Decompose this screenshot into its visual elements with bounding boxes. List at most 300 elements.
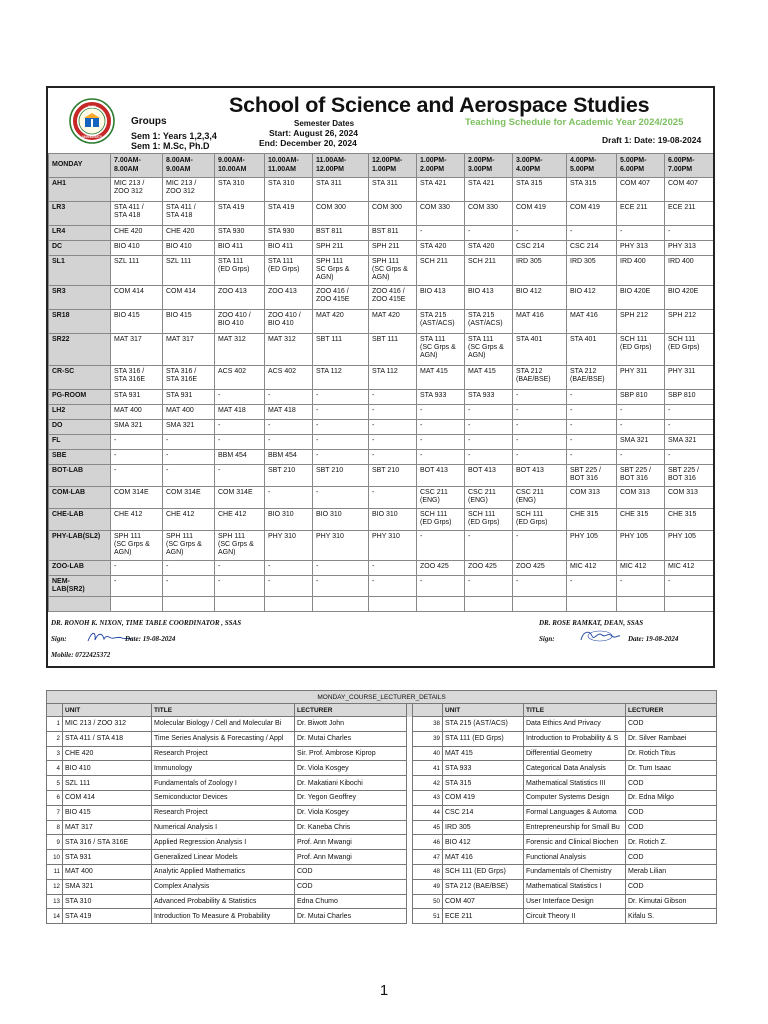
schedule-cell: - xyxy=(665,450,714,465)
schedule-cell: SCH 111 (ED Grps) xyxy=(665,334,714,366)
schedule-cell: - xyxy=(465,420,513,435)
schedule-cell: - xyxy=(163,561,215,576)
unit-cell: STA 411 / STA 418 xyxy=(63,731,152,746)
schedule-cell: STA 111 (ED Grps) xyxy=(265,256,313,286)
unit-cell: MAT 400 xyxy=(63,864,152,879)
title-header-left: TITLE xyxy=(152,704,295,717)
time-slot-header: 3.00PM- 4.00PM xyxy=(513,154,567,178)
room-label: LR3 xyxy=(49,202,111,226)
lecturer-cell: COD xyxy=(295,864,407,879)
schedule-cell xyxy=(417,597,465,612)
schedule-cell: - xyxy=(513,531,567,561)
row-number: 43 xyxy=(413,790,443,805)
schedule-cell: - xyxy=(369,405,417,420)
schedule-cell: STA 111 (SC Grps & AGN) xyxy=(417,334,465,366)
schedule-cell: STA 315 xyxy=(567,178,617,202)
coordinator-name: DR. RONOH K. NIXON, TIME TABLE COORDINATOR , SSAS xyxy=(51,619,242,627)
time-header-row xyxy=(49,154,714,178)
schedule-cell: STA 931 xyxy=(111,390,163,405)
schedule-cell xyxy=(265,597,313,612)
lecturer-cell: Dr. Rotich Z. xyxy=(626,835,717,850)
schedule-cell: ZOO 425 xyxy=(513,561,567,576)
schedule-cell: SPH 212 xyxy=(665,310,714,334)
schedule-cell: STA 419 xyxy=(265,202,313,226)
unit-cell: STA 316 / STA 316E xyxy=(63,835,152,850)
title-cell: Advanced Probability & Statistics xyxy=(152,894,295,909)
lecturer-cell: Sir. Prof. Ambrose Kiprop xyxy=(295,746,407,761)
schedule-row xyxy=(49,241,714,256)
schedule-cell: ZOO 425 xyxy=(465,561,513,576)
schedule-row xyxy=(49,226,714,241)
row-number: 50 xyxy=(413,894,443,909)
schedule-cell: COM 313 xyxy=(567,487,617,509)
title-cell: Introduction To Measure & Probability xyxy=(152,909,295,924)
lecturer-cell: Merab Lilian xyxy=(626,864,717,879)
schedule-cell: SPH 111 (SC Grps & AGN) xyxy=(369,256,417,286)
row-number: 38 xyxy=(413,717,443,732)
schedule-cell: STA 311 xyxy=(313,178,369,202)
schedule-cell xyxy=(369,597,417,612)
schedule-cell: - xyxy=(567,226,617,241)
lecturer-cell: Dr. Kimutai Gibson xyxy=(626,894,717,909)
schedule-cell: SBT 225 / BOT 316 xyxy=(665,465,714,487)
schedule-cell: COM 313 xyxy=(617,487,665,509)
title-cell: Generalized Linear Models xyxy=(152,850,295,865)
schedule-cell: COM 300 xyxy=(369,202,417,226)
table-row xyxy=(47,864,717,879)
schedule-cell: CSC 211 (ENG) xyxy=(417,487,465,509)
sheet-header xyxy=(48,88,713,153)
schedule-cell: - xyxy=(215,390,265,405)
schedule-cell: - xyxy=(369,450,417,465)
schedule-row xyxy=(49,576,714,597)
schedule-cell: - xyxy=(215,435,265,450)
schedule-cell: SBT 111 xyxy=(313,334,369,366)
schedule-cell: SCH 111 (ED Grps) xyxy=(465,509,513,531)
row-number: 14 xyxy=(47,909,63,924)
schedule-cell: ZOO 410 / BIO 410 xyxy=(265,310,313,334)
lecturer-details-table xyxy=(46,690,717,924)
room-label: FL xyxy=(49,435,111,450)
schedule-cell: SBT 225 / BOT 316 xyxy=(567,465,617,487)
schedule-cell xyxy=(465,597,513,612)
lecturer-cell: Edna Chumo xyxy=(295,894,407,909)
schedule-cell: SZL 111 xyxy=(163,256,215,286)
room-label: COM-LAB xyxy=(49,487,111,509)
unit-cell: BIO 415 xyxy=(63,805,152,820)
room-label: ZOO-LAB xyxy=(49,561,111,576)
schedule-cell: - xyxy=(163,465,215,487)
unit-cell: BIO 410 xyxy=(63,761,152,776)
schedule-cell: SPH 111 (SC Grps & AGN) xyxy=(215,531,265,561)
title-cell: Fundamentals of Zoology I xyxy=(152,776,295,791)
row-number: 2 xyxy=(47,731,63,746)
schedule-cell: SBP 810 xyxy=(665,390,714,405)
schedule-row xyxy=(49,334,714,366)
title-cell: Entrepreneurship for Small Bu xyxy=(524,820,626,835)
schedule-cell: - xyxy=(513,435,567,450)
schedule-cell: - xyxy=(513,450,567,465)
details-caption: MONDAY_COURSE_LECTURER_DETAILS xyxy=(47,691,717,704)
unit-cell: STA 215 (AST/ACS) xyxy=(443,717,524,732)
schedule-cell: SZL 111 xyxy=(111,256,163,286)
schedule-cell: - xyxy=(369,487,417,509)
schedule-cell: ZOO 416 / ZOO 415E xyxy=(313,286,369,310)
schedule-cell: - xyxy=(417,435,465,450)
schedule-cell: SPH 111 (SC Grps & AGN) xyxy=(163,531,215,561)
time-slot-header: 6.00PM- 7.00PM xyxy=(665,154,714,178)
schedule-cell: ZOO 413 xyxy=(215,286,265,310)
schedule-cell: COM 407 xyxy=(617,178,665,202)
room-label: DO xyxy=(49,420,111,435)
page-number: 1 xyxy=(379,982,389,999)
semester-years-label: Sem 1: Years 1,2,3,4 xyxy=(131,131,217,141)
schedule-cell: CHE 315 xyxy=(617,509,665,531)
schedule-cell: - xyxy=(513,420,567,435)
row-number: 8 xyxy=(47,820,63,835)
schedule-cell: BIO 310 xyxy=(265,509,313,531)
unit-cell: COM 414 xyxy=(63,790,152,805)
room-label: SR22 xyxy=(49,334,111,366)
title-cell: Differential Geometry xyxy=(524,746,626,761)
table-row xyxy=(47,761,717,776)
schedule-row xyxy=(49,487,714,509)
schedule-row xyxy=(49,310,714,334)
room-label: SBE xyxy=(49,450,111,465)
schedule-cell: ZOO 425 xyxy=(417,561,465,576)
table-row xyxy=(47,850,717,865)
schedule-cell: - xyxy=(111,450,163,465)
unit-cell: MAT 416 xyxy=(443,850,524,865)
row-number: 42 xyxy=(413,776,443,791)
schedule-cell: - xyxy=(369,576,417,597)
schedule-cell: MAT 317 xyxy=(163,334,215,366)
dean-date: Date: 19-08-2024 xyxy=(628,635,679,643)
schedule-cell: - xyxy=(163,450,215,465)
schedule-cell: STA 310 xyxy=(215,178,265,202)
schedule-cell: - xyxy=(265,561,313,576)
schedule-cell: - xyxy=(215,561,265,576)
schedule-cell: MIC 412 xyxy=(617,561,665,576)
schedule-cell: MAT 312 xyxy=(265,334,313,366)
lecturer-cell: Dr. Makatiani Kibochi xyxy=(295,776,407,791)
row-number: 1 xyxy=(47,717,63,732)
table-row xyxy=(47,746,717,761)
schedule-cell: - xyxy=(417,405,465,420)
schedule-cell: SMA 321 xyxy=(163,420,215,435)
schedule-cell: BIO 410 xyxy=(163,241,215,256)
schedule-cell: - xyxy=(617,450,665,465)
row-number: 6 xyxy=(47,790,63,805)
schedule-cell: STA 212 (BAE/BSE) xyxy=(513,366,567,390)
schedule-cell: MAT 420 xyxy=(313,310,369,334)
schedule-row xyxy=(49,178,714,202)
schedule-cell: CSC 211 (ENG) xyxy=(465,487,513,509)
row-number: 48 xyxy=(413,864,443,879)
room-label: PG-ROOM xyxy=(49,390,111,405)
title-cell: Analytic Applied Mathematics xyxy=(152,864,295,879)
row-number: 51 xyxy=(413,909,443,924)
schedule-cell: SBT 111 xyxy=(369,334,417,366)
lecturer-cell: Kifalu S. xyxy=(626,909,717,924)
schedule-cell: - xyxy=(163,435,215,450)
schedule-cell: - xyxy=(567,435,617,450)
schedule-cell: - xyxy=(215,576,265,597)
schedule-cell: - xyxy=(369,435,417,450)
schedule-cell: - xyxy=(465,450,513,465)
schedule-cell: STA 930 xyxy=(215,226,265,241)
title-cell: Molecular Biology / Cell and Molecular Bi xyxy=(152,717,295,732)
schedule-cell: - xyxy=(617,576,665,597)
row-number: 44 xyxy=(413,805,443,820)
table-row xyxy=(47,805,717,820)
schedule-cell: - xyxy=(665,405,714,420)
lecturer-cell: Dr. Kaneba Chris xyxy=(295,820,407,835)
lecturer-cell: COD xyxy=(626,776,717,791)
schedule-cell: - xyxy=(617,405,665,420)
university-crest-icon xyxy=(69,98,115,144)
schedule-cell: SPH 111 SC Grps & AGN) xyxy=(313,256,369,286)
schedule-cell: COM 414 xyxy=(163,286,215,310)
schedule-cell: BIO 412 xyxy=(567,286,617,310)
lecturer-cell: Dr. Yegon Geoffrey xyxy=(295,790,407,805)
schedule-cell: STA 111 (ED Grps) xyxy=(215,256,265,286)
unit-cell: STA 419 xyxy=(63,909,152,924)
lecturer-cell: Dr. Viola Kosgey xyxy=(295,805,407,820)
table-row xyxy=(47,879,717,894)
schedule-cell: CSC 214 xyxy=(513,241,567,256)
schedule-cell: MIC 213 / ZOO 312 xyxy=(163,178,215,202)
schedule-cell: COM 330 xyxy=(465,202,513,226)
semester-postgrad-label: Sem 1: M.Sc, Ph.D xyxy=(131,141,210,151)
coordinator-date: Date: 19-08-2024 xyxy=(125,635,176,643)
schedule-cell: - xyxy=(465,531,513,561)
room-label: NEM- LAB(SR2) xyxy=(49,576,111,597)
schedule-cell: ZOO 416 / ZOO 415E xyxy=(369,286,417,310)
room-label: LH2 xyxy=(49,405,111,420)
schedule-cell: PHY 310 xyxy=(265,531,313,561)
schedule-cell: - xyxy=(313,390,369,405)
schedule-cell: - xyxy=(265,435,313,450)
schedule-cell: BIO 310 xyxy=(369,509,417,531)
room-label: DC xyxy=(49,241,111,256)
schedule-cell: - xyxy=(617,420,665,435)
schedule-cell: - xyxy=(513,226,567,241)
schedule-cell: MAT 418 xyxy=(215,405,265,420)
schedule-row xyxy=(49,531,714,561)
lecturer-cell: Dr. Viola Kosgey xyxy=(295,761,407,776)
schedule-cell: IRD 305 xyxy=(513,256,567,286)
schedule-row xyxy=(49,366,714,390)
schedule-cell: SCH 111 (ED Grps) xyxy=(617,334,665,366)
schedule-cell xyxy=(617,597,665,612)
unit-cell: MAT 415 xyxy=(443,746,524,761)
schedule-cell: - xyxy=(617,226,665,241)
lecturer-cell: COD xyxy=(626,820,717,835)
schedule-cell: CHE 412 xyxy=(111,509,163,531)
lecturer-cell: Dr. Rotich Titus xyxy=(626,746,717,761)
schedule-cell: SBT 225 / BOT 316 xyxy=(617,465,665,487)
unit-cell: CHE 420 xyxy=(63,746,152,761)
schedule-cell: - xyxy=(465,576,513,597)
num-header-left xyxy=(47,704,63,717)
schedule-cell: BIO 310 xyxy=(313,509,369,531)
schedule-cell: STA 933 xyxy=(417,390,465,405)
schedule-cell: - xyxy=(215,465,265,487)
schedule-cell: - xyxy=(513,390,567,405)
schedule-cell: STA 215 (AST/ACS) xyxy=(417,310,465,334)
title-cell: Categorical Data Analysis xyxy=(524,761,626,776)
schedule-cell: SMA 321 xyxy=(665,435,714,450)
title-cell: Forensic and Clinical Biochen xyxy=(524,835,626,850)
row-number: 11 xyxy=(47,864,63,879)
schedule-cell: ACS 402 xyxy=(265,366,313,390)
schedule-cell: - xyxy=(513,405,567,420)
schedule-cell: MAT 418 xyxy=(265,405,313,420)
schedule-cell: STA 401 xyxy=(513,334,567,366)
schedule-cell: - xyxy=(111,465,163,487)
table-row xyxy=(47,894,717,909)
schedule-cell xyxy=(513,597,567,612)
title-header-right: TITLE xyxy=(524,704,626,717)
schedule-cell: BIO 420E xyxy=(617,286,665,310)
schedule-cell: STA 419 xyxy=(215,202,265,226)
schedule-cell: - xyxy=(417,226,465,241)
coordinator-sign-label: Sign: xyxy=(51,635,67,643)
title-cell: Data Ethics And Privacy xyxy=(524,717,626,732)
schedule-cell: BIO 410 xyxy=(111,241,163,256)
schedule-cell: STA 310 xyxy=(265,178,313,202)
schedule-cell: COM 419 xyxy=(567,202,617,226)
schedule-cell: BBM 454 xyxy=(265,450,313,465)
title-cell: Formal Languages & Automa xyxy=(524,805,626,820)
unit-cell: SMA 321 xyxy=(63,879,152,894)
unit-cell: COM 419 xyxy=(443,790,524,805)
schedule-cell: CHE 412 xyxy=(215,509,265,531)
schedule-row xyxy=(49,435,714,450)
schedule-cell: MAT 312 xyxy=(215,334,265,366)
schedule-cell: MAT 415 xyxy=(465,366,513,390)
schedule-cell: - xyxy=(313,405,369,420)
schedule-sheet xyxy=(46,86,715,668)
schedule-cell: - xyxy=(313,576,369,597)
schedule-cell: BST 811 xyxy=(313,226,369,241)
schedule-cell: STA 930 xyxy=(265,226,313,241)
unit-header-left: UNIT xyxy=(63,704,152,717)
dean-sign-label: Sign: xyxy=(539,635,555,643)
schedule-cell: - xyxy=(313,435,369,450)
schedule-cell: - xyxy=(567,450,617,465)
unit-cell: CSC 214 xyxy=(443,805,524,820)
schedule-cell xyxy=(313,597,369,612)
schedule-cell: BBM 454 xyxy=(215,450,265,465)
table-row xyxy=(47,717,717,732)
unit-cell: ECE 211 xyxy=(443,909,524,924)
schedule-cell: ZOO 413 xyxy=(265,286,313,310)
row-number: 49 xyxy=(413,879,443,894)
row-number: 39 xyxy=(413,731,443,746)
schedule-row xyxy=(49,405,714,420)
schedule-cell: STA 112 xyxy=(369,366,417,390)
time-slot-header: 4.00PM- 5.00PM xyxy=(567,154,617,178)
schedule-cell: STA 111 (SC Grps & AGN) xyxy=(465,334,513,366)
row-number: 12 xyxy=(47,879,63,894)
schedule-cell: STA 933 xyxy=(465,390,513,405)
room-label: SL1 xyxy=(49,256,111,286)
schedule-cell: SCH 111 (ED Grps) xyxy=(417,509,465,531)
schedule-cell: MIC 412 xyxy=(567,561,617,576)
schedule-cell: BOT 413 xyxy=(465,465,513,487)
row-number: 47 xyxy=(413,850,443,865)
schedule-cell: - xyxy=(567,420,617,435)
table-row xyxy=(47,731,717,746)
schedule-cell: COM 414 xyxy=(111,286,163,310)
unit-cell: STA 212 (BAE/BSE) xyxy=(443,879,524,894)
table-row xyxy=(47,835,717,850)
lecturer-cell: COD xyxy=(626,850,717,865)
schedule-cell: BIO 413 xyxy=(417,286,465,310)
schedule-cell: MAT 400 xyxy=(163,405,215,420)
row-number: 4 xyxy=(47,761,63,776)
school-title: School of Science and Aerospace Studies xyxy=(229,93,650,117)
row-number: 9 xyxy=(47,835,63,850)
time-slot-header: 12.00PM- 1.00PM xyxy=(369,154,417,178)
schedule-cell: COM 314E xyxy=(215,487,265,509)
schedule-cell: - xyxy=(369,420,417,435)
schedule-cell: SBT 210 xyxy=(265,465,313,487)
schedule-table xyxy=(48,153,714,612)
schedule-cell: STA 411 / STA 418 xyxy=(111,202,163,226)
dean-name: DR. ROSE RAMKAT, DEAN, SSAS xyxy=(539,619,644,627)
row-number: 5 xyxy=(47,776,63,791)
unit-cell: STA 310 xyxy=(63,894,152,909)
schedule-cell: ECE 211 xyxy=(665,202,714,226)
num-header-right xyxy=(413,704,443,717)
lecturer-cell: Dr. Edna Milgo xyxy=(626,790,717,805)
details-header-row xyxy=(47,704,717,717)
schedule-cell: - xyxy=(111,576,163,597)
schedule-cell: COM 313 xyxy=(665,487,714,509)
schedule-cell: CHE 412 xyxy=(163,509,215,531)
schedule-cell: SMA 321 xyxy=(617,435,665,450)
unit-cell: STA 933 xyxy=(443,761,524,776)
row-number: 7 xyxy=(47,805,63,820)
schedule-cell: MAT 400 xyxy=(111,405,163,420)
lecturer-cell: Prof. Ann Mwangi xyxy=(295,850,407,865)
unit-cell: STA 931 xyxy=(63,850,152,865)
schedule-cell: STA 311 xyxy=(369,178,417,202)
schedule-cell: BIO 411 xyxy=(215,241,265,256)
schedule-cell: - xyxy=(313,450,369,465)
schedule-cell: - xyxy=(265,487,313,509)
schedule-cell: STA 315 xyxy=(513,178,567,202)
schedule-cell: SPH 111 (SC Grps & AGN) xyxy=(111,531,163,561)
schedule-cell xyxy=(111,597,163,612)
schedule-row xyxy=(49,256,714,286)
details-caption-row xyxy=(47,691,717,704)
svg-text:UNIVERSITY: UNIVERSITY xyxy=(81,135,103,139)
lecturer-cell: COD xyxy=(626,717,717,732)
row-number: 40 xyxy=(413,746,443,761)
schedule-cell: STA 421 xyxy=(417,178,465,202)
table-row xyxy=(47,820,717,835)
schedule-cell: - xyxy=(265,420,313,435)
schedule-cell: BIO 412 xyxy=(513,286,567,310)
schedule-cell: - xyxy=(465,405,513,420)
schedule-cell: STA 212 (BAE/BSE) xyxy=(567,366,617,390)
schedule-cell: - xyxy=(465,435,513,450)
row-number: 41 xyxy=(413,761,443,776)
